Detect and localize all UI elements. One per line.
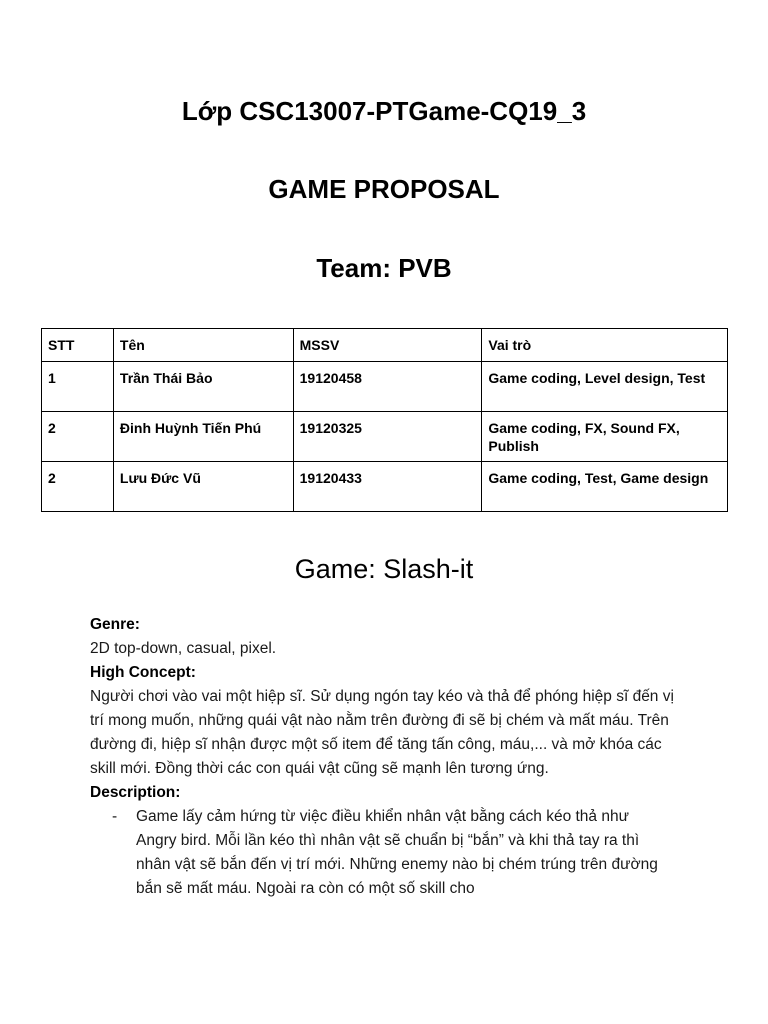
header-cell-name: Tên <box>113 329 293 362</box>
game-title: Game: Slash-it <box>294 554 474 584</box>
header-cell-stt: STT <box>42 329 114 362</box>
cell-name: Lưu Đức Vũ <box>113 462 293 512</box>
cell-mssv: 19120433 <box>293 462 482 512</box>
cell-role: Game coding, Level design, Test <box>482 362 728 412</box>
bullet-marker: - <box>112 808 118 825</box>
high-concept-text: Người chơi vào vai một hiệp sĩ. Sử dụng ngón tay kéo và thả để phóng hiệp sĩ đến vị trí mong muốn, những quái vật nào nằm trên đường đi sẽ bị chém và mất máu. Trên đường đi, hiệp sĩ nhận được một số item để tăng tấn công, máu,... và mở khóa các skill mới. Đồng thời các con quái vật cũng sẽ mạnh lên tương ứng. <box>90 688 674 777</box>
genre-label: Genre: <box>90 616 140 633</box>
header-cell-role: Vai trò <box>482 329 728 362</box>
high-concept-label: High Concept: <box>90 664 196 681</box>
class-title: Lớp CSC13007-PTGame-CQ19_3 <box>181 96 587 126</box>
proposal-title: GAME PROPOSAL <box>268 174 500 204</box>
cell-role: Game coding, FX, Sound FX, Publish <box>482 412 728 462</box>
team-title: Team: PVB <box>316 253 452 283</box>
list-item <box>90 805 690 901</box>
table-header-row <box>42 329 728 362</box>
cell-stt: 1 <box>42 362 114 412</box>
header-cell-mssv: MSSV <box>293 329 482 362</box>
cell-stt: 2 <box>42 412 114 462</box>
cell-role: Game coding, Test, Game design <box>482 462 728 512</box>
cell-name: Trần Thái Bảo <box>113 362 293 412</box>
description-label: Description: <box>90 784 181 801</box>
members-table <box>41 328 728 512</box>
cell-mssv: 19120458 <box>293 362 482 412</box>
cell-stt: 2 <box>42 462 114 512</box>
genre-text: 2D top-down, casual, pixel. <box>90 640 277 657</box>
table-row <box>42 462 728 512</box>
game-details <box>90 613 690 901</box>
cell-name: Đinh Huỳnh Tiến Phú <box>113 412 293 462</box>
cell-mssv: 19120325 <box>293 412 482 462</box>
description-item-text: Game lấy cảm hứng từ việc điều khiển nhân vật bằng cách kéo thả như Angry bird. Mỗi lần kéo thì nhân vật sẽ chuẩn bị “bắn” và khi thả tay ra thì nhân vật sẽ bắn đến vị trí mới. Những enemy nào bị chém trúng trên đường bắn sẽ mất máu. Ngoài ra còn có một số skill cho <box>136 808 658 897</box>
table-row <box>42 362 728 412</box>
table-row <box>42 412 728 462</box>
